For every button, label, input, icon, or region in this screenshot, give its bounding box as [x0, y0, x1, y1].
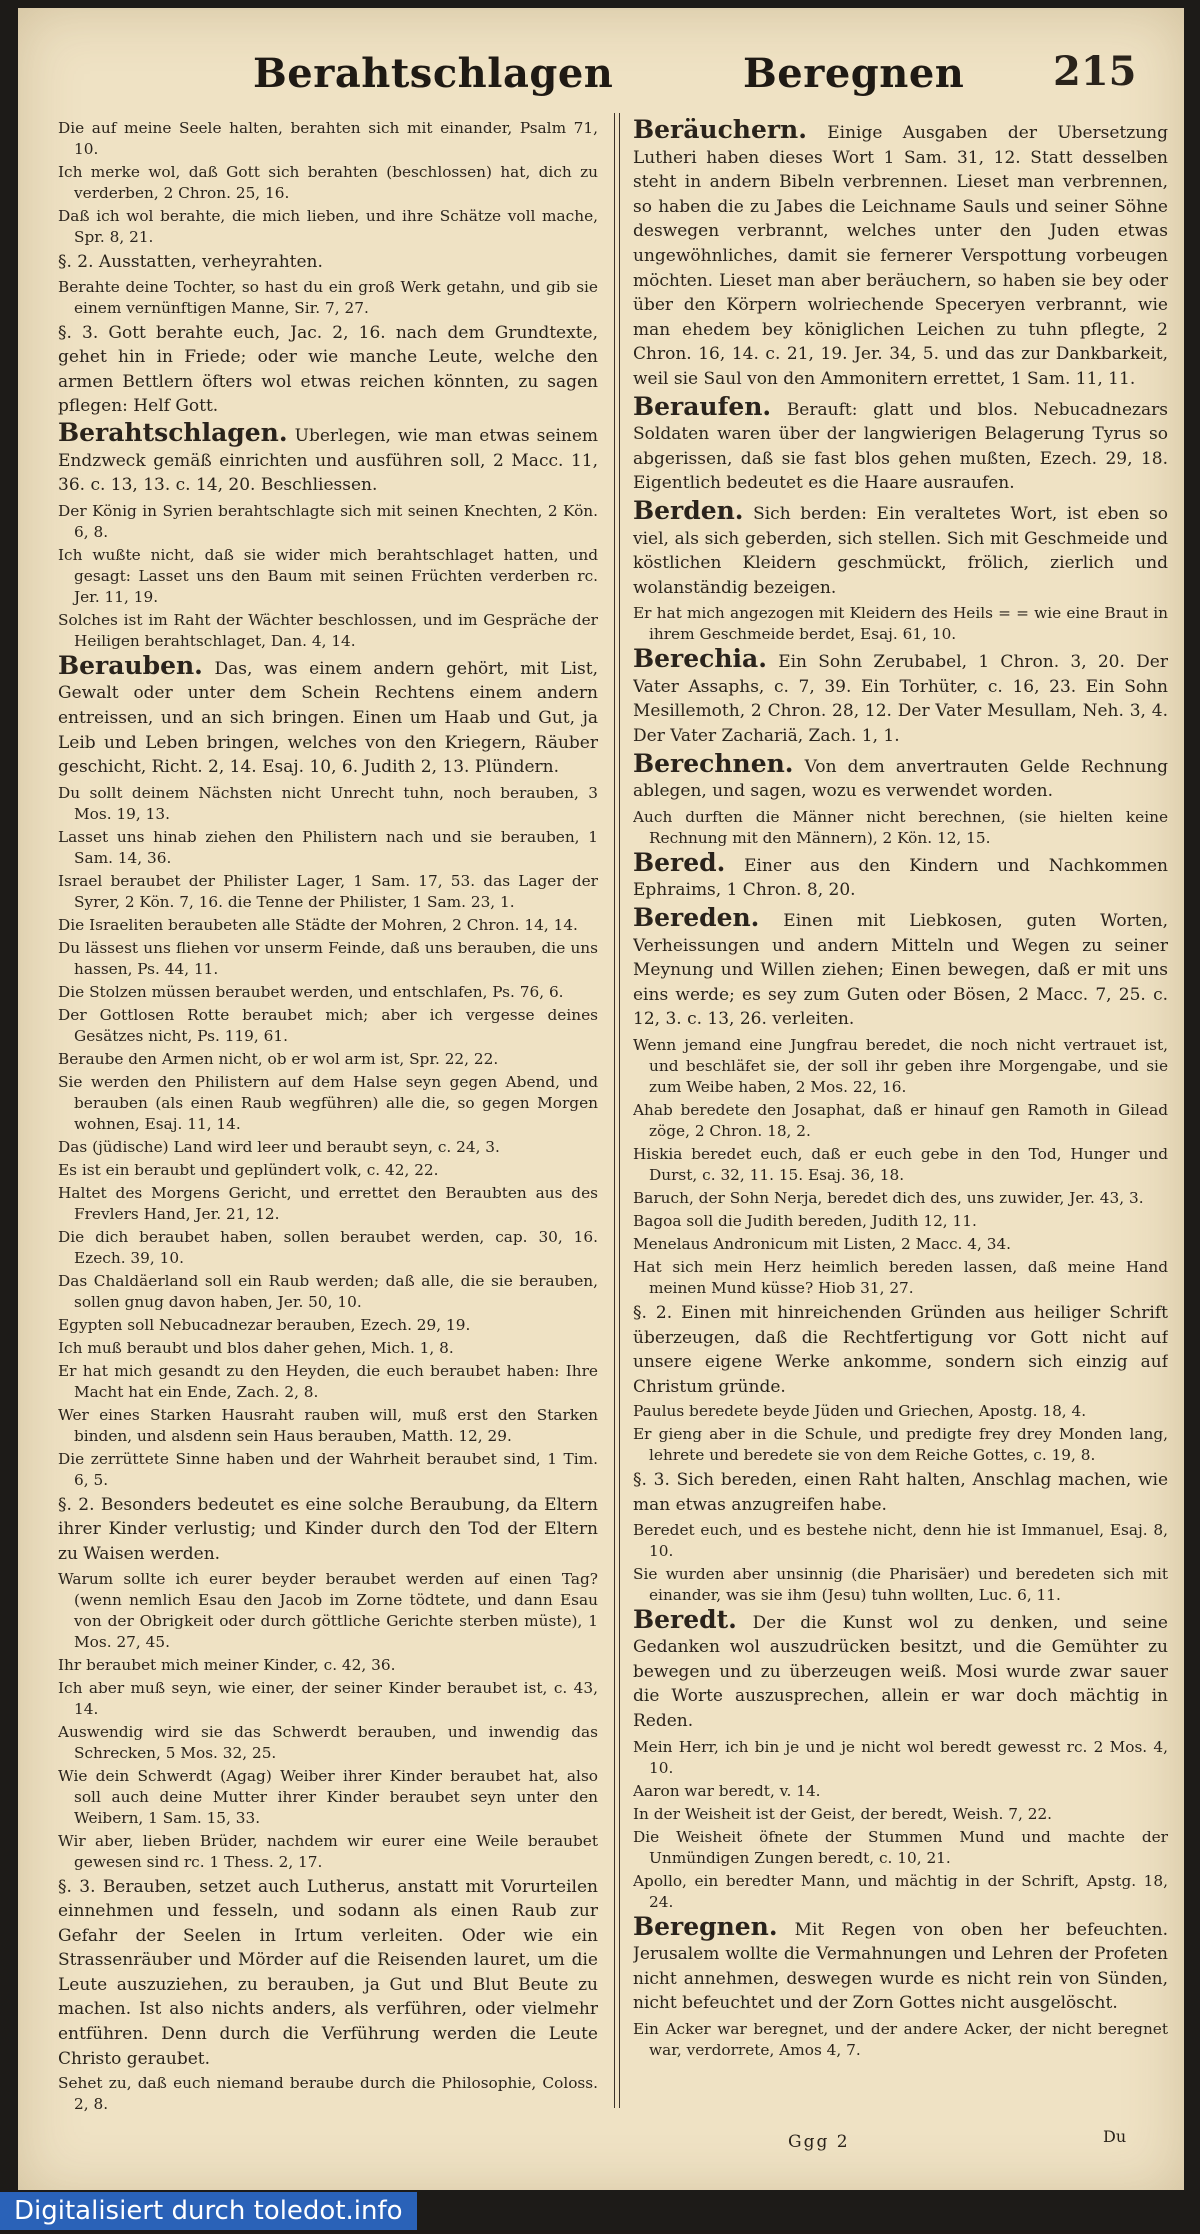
bible-citation: Ich aber muß seyn, wie einer, der seiner Kinder beraubet ist, c. 43, 14. — [58, 1678, 598, 1718]
bible-citation: Ich wußte nicht, daß sie wider mich berahtschlaget hatten, und gesagt: Lasset uns den Baum mit seinen Früchten verderben rc. Jer. 11, 19. — [58, 545, 598, 606]
dictionary-entry — [633, 495, 1168, 600]
bible-citation: Es ist ein beraubt und geplündert volk, c. 42, 22. — [58, 1160, 439, 1179]
dictionary-entry — [58, 650, 598, 780]
bible-citation: Egypten soll Nebucadnezar berauben, Ezech. 29, 19. — [58, 1315, 471, 1334]
bible-citation: Warum sollte ich eurer beyder beraubet werden auf einen Tag? (wenn nemlich Esau den Jacob im Zorne tödtete, und dann Esau von der Obrigkeit oder durch göttliche Gerichte sterben müste), 1 Mos. 27, 45. — [58, 1569, 598, 1651]
bible-citation: Sie wurden aber unsinnig (die Pharisäer) und beredeten sich mit einander, was sie ihm (Jesu) tuhn wollten, Luc. 6, 11. — [633, 1564, 1168, 1604]
bible-citation: Berahte deine Tochter, so hast du ein groß Werk getahn, und gib sie einem vernünftigen Manne, Sir. 7, 27. — [58, 277, 598, 317]
bible-citation: Die zerrüttete Sinne haben und der Wahrheit beraubet sind, 1 Tim. 6, 5. — [58, 1449, 598, 1489]
entry-lemma: Beraufen. — [633, 391, 772, 421]
running-head-left: Berahtschlagen — [253, 50, 614, 97]
bible-citation: Wie dein Schwerdt (Agag) Weiber ihrer Kinder beraubet hat, also soll auch deine Mutter ihrer Kinder beraubet seyn unter den Weibern, 1 Sam. 15, 33. — [58, 1766, 598, 1827]
dictionary-entry — [633, 1604, 1168, 1734]
bible-citation: Solches ist im Raht der Wächter beschlossen, und im Gespräche der Heiligen berahtschlaget, Dan. 4, 14. — [58, 610, 598, 650]
bible-citation: Ihr beraubet mich meiner Kinder, c. 42, 36. — [58, 1655, 396, 1674]
running-head-right: Beregnen — [743, 50, 965, 97]
bible-citation: Ein Acker war beregnet, und der andere Acker, der nicht beregnet war, verdorrete, Amos 4, 7. — [633, 2019, 1168, 2059]
bible-citation: Er hat mich angezogen mit Kleidern des Heils = = wie eine Braut in ihrem Geschmeide berdet, Esaj. 61, 10. — [633, 604, 1168, 644]
catchword: Du — [1103, 2127, 1127, 2146]
bible-citation: Ich muß beraubt und blos daher gehen, Mich. 1, 8. — [58, 1338, 454, 1357]
bible-citation: Die auf meine Seele halten, berahten sich mit einander, Psalm 71, 10. — [58, 119, 598, 158]
entry-lemma: Beregnen. — [633, 1911, 778, 1941]
bible-citation: Daß ich wol berahte, die mich lieben, und ihre Schätze voll mache, Spr. 8, 21. — [58, 207, 598, 246]
bible-citation: Menelaus Andronicum mit Listen, 2 Macc. 4, 34. — [633, 1235, 1012, 1253]
dictionary-entry — [633, 903, 1168, 1032]
entry-definition: Der die Kunst wol zu denken, und seine Gedanken wol auszudrücken besitzt, und die Gemühter zu bewegen und zu überzeugen weiß. Mosi wurde zwar sauer die Worte auszusprechen, allein er war doch mächtig in Reden. — [633, 1612, 1168, 1731]
bible-citation: In der Weisheit ist der Geist, der beredt, Weish. 7, 22. — [633, 1804, 1053, 1823]
bible-citation: Paulus beredete beyde Jüden und Griechen, Apostg. 18, 4. — [633, 1402, 1087, 1421]
entry-lemma: Berden. — [633, 495, 744, 525]
bible-citation: Beraube den Armen nicht, ob er wol arm ist, Spr. 22, 22. — [58, 1049, 499, 1068]
bible-citation: Apollo, ein beredter Mann, und mächtig in der Schrift, Apstg. 18, 24. — [633, 1871, 1168, 1911]
bible-citation: Die dich beraubet haben, sollen beraubet werden, cap. 30, 16. Ezech. 39, 10. — [58, 1227, 598, 1267]
bible-citation: Mein Herr, ich bin je und je nicht wol beredt gewesst rc. 2 Mos. 4, 10. — [633, 1737, 1168, 1777]
dictionary-entry — [633, 644, 1168, 748]
digitization-credit-link[interactable]: Digitalisiert durch toledot.info — [0, 2192, 417, 2230]
dictionary-entry — [58, 417, 598, 498]
bible-citation: Sehet zu, daß euch niemand beraube durch die Philosophie, Coloss. 2, 8. — [58, 2074, 598, 2114]
entry-definition: Ein Sohn Zerubabel, 1 Chron. 3, 20. Der Vater Assaphs, c. 7, 39. Ein Torhüter, c. 16, 23. Ein Sohn Mesillemoth, 2 Chron. 28, 12. Der Vater Mesullam, Neh. 3, 4. Der Vater Zachariä, Zach. 1, 1. — [633, 652, 1168, 747]
footer-bar — [0, 2190, 1200, 2234]
entry-lemma: Berechnen. — [633, 748, 794, 778]
entry-lemma: Berahtschlagen. — [58, 417, 288, 447]
bible-citation: Auswendig wird sie das Schwerdt berauben, und inwendig das Schrecken, 5 Mos. 32, 25. — [58, 1722, 598, 1762]
entry-lemma: Beräuchern. — [633, 118, 807, 144]
right-column — [633, 118, 1168, 2116]
sub-definition: §. 2. Ausstatten, verheyrahten. — [58, 252, 323, 272]
entry-definition: Einen mit Liebkosen, guten Worten, Verheissungen und andern Mitteln und Wegen zu seiner Meynung und Willen ziehen; Einen bewegen, daß er mit uns eins werde; es sey zum Guten oder Bösen, 2 Macc. 7, 25. c. 12, 3. c. 13, 26. verleiten. — [633, 911, 1168, 1030]
sub-definition: §. 2. Besonders bedeutet es eine solche Beraubung, da Eltern ihrer Kinder verlustig; und Kinder durch den Tod der Eltern zu Waisen werden. — [58, 1494, 598, 1564]
sub-definition: §. 3. Berauben, setzet auch Lutherus, anstatt mit Vorurteilen einnehmen und fesseln, und sodann als einen Raub zur Gefahr der Seelen in Irtum verleiten. Oder wie ein Strassenräuber und Mörder auf die Reisenden lauret, um die Leute auszuziehen, zu berauben, ja Gut und Blut Beute zu machen. Ist also nichts anders, als verführen, oder vielmehr entführen. Denn durch die Verführung werden die Leute Christo geraubet. — [58, 1876, 598, 2069]
entry-definition: Berauft: glatt und blos. Nebucadnezars Soldaten waren über der langwierigen Belagerung Tyrus so abgerissen, daß sie fast blos gehen mußten, Ezech. 29, 18. Eigentlich bedeutet es die Haare ausraufen. — [633, 399, 1168, 494]
bible-citation: Beredet euch, und es bestehe nicht, denn hie ist Immanuel, Esaj. 8, 10. — [633, 1520, 1168, 1560]
entry-definition: Von dem anvertrauten Gelde Rechnung ablegen, und sagen, wozu es verwendet worden. — [633, 756, 1168, 802]
bible-citation: Hiskia beredet euch, daß er euch gebe in den Tod, Hunger und Durst, c. 32, 11. 15. Esaj. 36, 18. — [633, 1145, 1168, 1184]
entry-lemma: Bereden. — [633, 903, 760, 933]
bible-citation: Der König in Syrien berahtschlagte sich mit seinen Knechten, 2 Kön. 6, 8. — [58, 501, 598, 541]
bible-citation: Die Israeliten beraubeten alle Städte der Mohren, 2 Chron. 14, 14. — [58, 915, 578, 934]
bible-citation: Wenn jemand eine Jungfrau beredet, die noch nicht vertrauet ist, und beschläfet sie, der soll ihr geben ihre Morgengabe, und sie zum Weibe haben, 2 Mos. 22, 16. — [633, 1036, 1168, 1096]
dictionary-entry — [633, 1911, 1168, 2016]
sub-definition: §. 3. Sich bereden, einen Raht halten, Anschlag machen, wie man etwas anzugreifen habe. — [633, 1470, 1168, 1515]
dictionary-entry — [633, 391, 1168, 496]
entry-definition: Mit Regen von oben her befeuchten. Jerusalem wollte die Vermahnungen und Lehren der Profeten nicht annehmen, deswegen wurde es nicht rein von Sünden, nicht befeuchtet und der Zorn Gottes nicht ausgelöscht. — [633, 1919, 1168, 2014]
entry-lemma: Berauben. — [58, 650, 203, 680]
bible-citation: Sie werden den Philistern auf dem Halse seyn gegen Abend, und berauben (als einen Raub wegführen) alle die, so gegen Morgen wohnen, Esaj. 11, 14. — [58, 1072, 598, 1133]
entry-definition: Das, was einem andern gehört, mit List, Gewalt oder unter dem Schein Rechtens einem andern entreissen, und an sich bringen. Einen um Haab und Gut, ja Leib und Leben bringen, welches von den Kriegern, Räuber geschicht, Richt. 2, 14. Esaj. 10, 6. Judith 2, 13. Plündern. — [58, 658, 598, 778]
bible-citation: Ahab beredete den Josaphat, daß er hinauf gen Ramoth in Gilead zöge, 2 Chron. 18, 2. — [633, 1101, 1168, 1140]
entry-definition: Sich berden: Ein veraltetes Wort, ist eben so viel, als sich geberden, sich stellen. Sich mit Geschmeide und köstlichen Kleidern geschmückt, frölich, zierlich und wolanständig bezeigen. — [633, 503, 1168, 598]
bible-citation: Er gieng aber in die Schule, und predigte frey drey Monden lang, lehrete und beredete sie von dem Reiche Gottes, c. 19, 8. — [633, 1425, 1168, 1465]
bible-citation: Hat sich mein Herz heimlich bereden lassen, daß meine Hand meinen Mund küsse? Hiob 31, 27. — [633, 1258, 1168, 1297]
entry-definition: Einige Ausgaben der Ubersetzung Lutheri haben dieses Wort 1 Sam. 31, 12. Statt desselben steht in andern Bibeln verbrennen. Lieset man verbrennen, so haben die zu Jabes die Leichname Sauls und seiner Söhne deswegen verbrannt, welches unter den Juden etwas ungewöhnliches, damit sie fernerer Verspottung vorbeugen möchten. Lieset man aber beräuchern, so haben sie bey oder über den Körpern wolriechende Speceryen verbrannt, wie man ehedem bey königlichen Leichen zu tuhn pflegte, 2 Chron. 16, 14. c. 21, 19. Jer. 34, 5. und das zur Dankbarkeit, weil sie Saul von den Ammonitern errettet, 1 Sam. 11, 11. — [633, 123, 1168, 389]
bible-citation: Lasset uns hinab ziehen den Philistern nach und sie berauben, 1 Sam. 14, 36. — [58, 827, 598, 867]
dictionary-entry — [633, 847, 1168, 903]
bible-citation: Das (jüdische) Land wird leer und beraubt seyn, c. 24, 3. — [58, 1137, 500, 1156]
bible-citation: Der Gottlosen Rotte beraubet mich; aber ich vergesse deines Gesätzes nicht, Ps. 119, 61. — [58, 1005, 598, 1045]
dictionary-entry — [633, 118, 1168, 392]
bible-citation: Wir aber, lieben Brüder, nachdem wir eurer eine Weile beraubet gewesen sind rc. 1 Thess. 2, 17. — [58, 1831, 598, 1871]
bible-citation: Du sollt deinem Nächsten nicht Unrecht tuhn, noch berauben, 3 Mos. 19, 13. — [58, 783, 598, 823]
bible-citation: Auch durften die Männer nicht berechnen, (sie hielten keine Rechnung mit den Männern), 2 Kön. 12, 15. — [633, 807, 1168, 847]
bible-citation: Bagoa soll die Judith bereden, Judith 12, 11. — [633, 1212, 977, 1230]
page-number: 215 — [1053, 48, 1137, 95]
sub-definition: §. 2. Einen mit hinreichenden Gründen aus heiliger Schrift überzeugen, daß die Rechtfertigung vor Gott nicht auf unsere eigene Werke ankomme, sondern sich einzig auf Christum gründe. — [633, 1303, 1168, 1397]
book-page — [18, 8, 1184, 2198]
bible-citation: Baruch, der Sohn Nerja, beredet dich des, uns zuwider, Jer. 43, 3. — [633, 1189, 1144, 1207]
entry-lemma: Bered. — [633, 847, 726, 877]
sub-definition: §. 3. Gott berahte euch, Jac. 2, 16. nach dem Grundtexte, gehet hin in Friede; oder wie manche Leute, welche den armen Bettlern öfters wol etwas reichen könnten, zu sagen pflegen: Helf Gott. — [58, 322, 598, 417]
dictionary-entry — [633, 748, 1168, 804]
bible-citation: Die Stolzen müssen beraubet werden, und entschlafen, Ps. 76, 6. — [58, 982, 564, 1001]
bible-citation: Wer eines Starken Hausraht rauben will, muß erst den Starken binden, und alsdenn sein Haus berauben, Matth. 12, 29. — [58, 1405, 598, 1445]
entry-definition: Uberlegen, wie man etwas seinem Endzweck gemäß einrichten und ausführen soll, 2 Macc. 11, 36. c. 13, 13. c. 14, 20. Beschliessen. — [58, 425, 598, 496]
bible-citation: Ich merke wol, daß Gott sich berahten (beschlossen) hat, dich zu verderben, 2 Chron. 25, 16. — [58, 163, 598, 202]
signature-mark: Ggg 2 — [788, 2132, 850, 2152]
left-column — [58, 118, 598, 2116]
bible-citation: Er hat mich gesandt zu den Heyden, die euch beraubet haben: Ihre Macht hat ein Ende, Zach. 2, 8. — [58, 1361, 598, 1401]
entry-lemma: Berechia. — [633, 644, 767, 674]
entry-definition: Einer aus den Kindern und Nachkommen Ephraims, 1 Chron. 8, 20. — [633, 855, 1168, 901]
column-divider — [614, 113, 620, 2108]
bible-citation: Haltet des Morgens Gericht, und errettet den Beraubten aus des Frevlers Hand, Jer. 21, 12. — [58, 1183, 598, 1223]
bible-citation: Das Chaldäerland soll ein Raub werden; daß alle, die sie berauben, sollen gnug davon haben, Jer. 50, 10. — [58, 1271, 598, 1311]
entry-lemma: Beredt. — [633, 1604, 737, 1634]
bible-citation: Israel beraubet der Philister Lager, 1 Sam. 17, 53. das Lager der Syrer, 2 Kön. 7, 16. die Tenne der Philister, 1 Sam. 23, 1. — [58, 871, 598, 911]
bible-citation: Aaron war beredt, v. 14. — [633, 1781, 821, 1800]
bible-citation: Die Weisheit öfnete der Stummen Mund und machte der Unmündigen Zungen beredt, c. 10, 21. — [633, 1827, 1168, 1867]
bible-citation: Du lässest uns fliehen vor unserm Feinde, daß uns berauben, die uns hassen, Ps. 44, 11. — [58, 938, 598, 978]
